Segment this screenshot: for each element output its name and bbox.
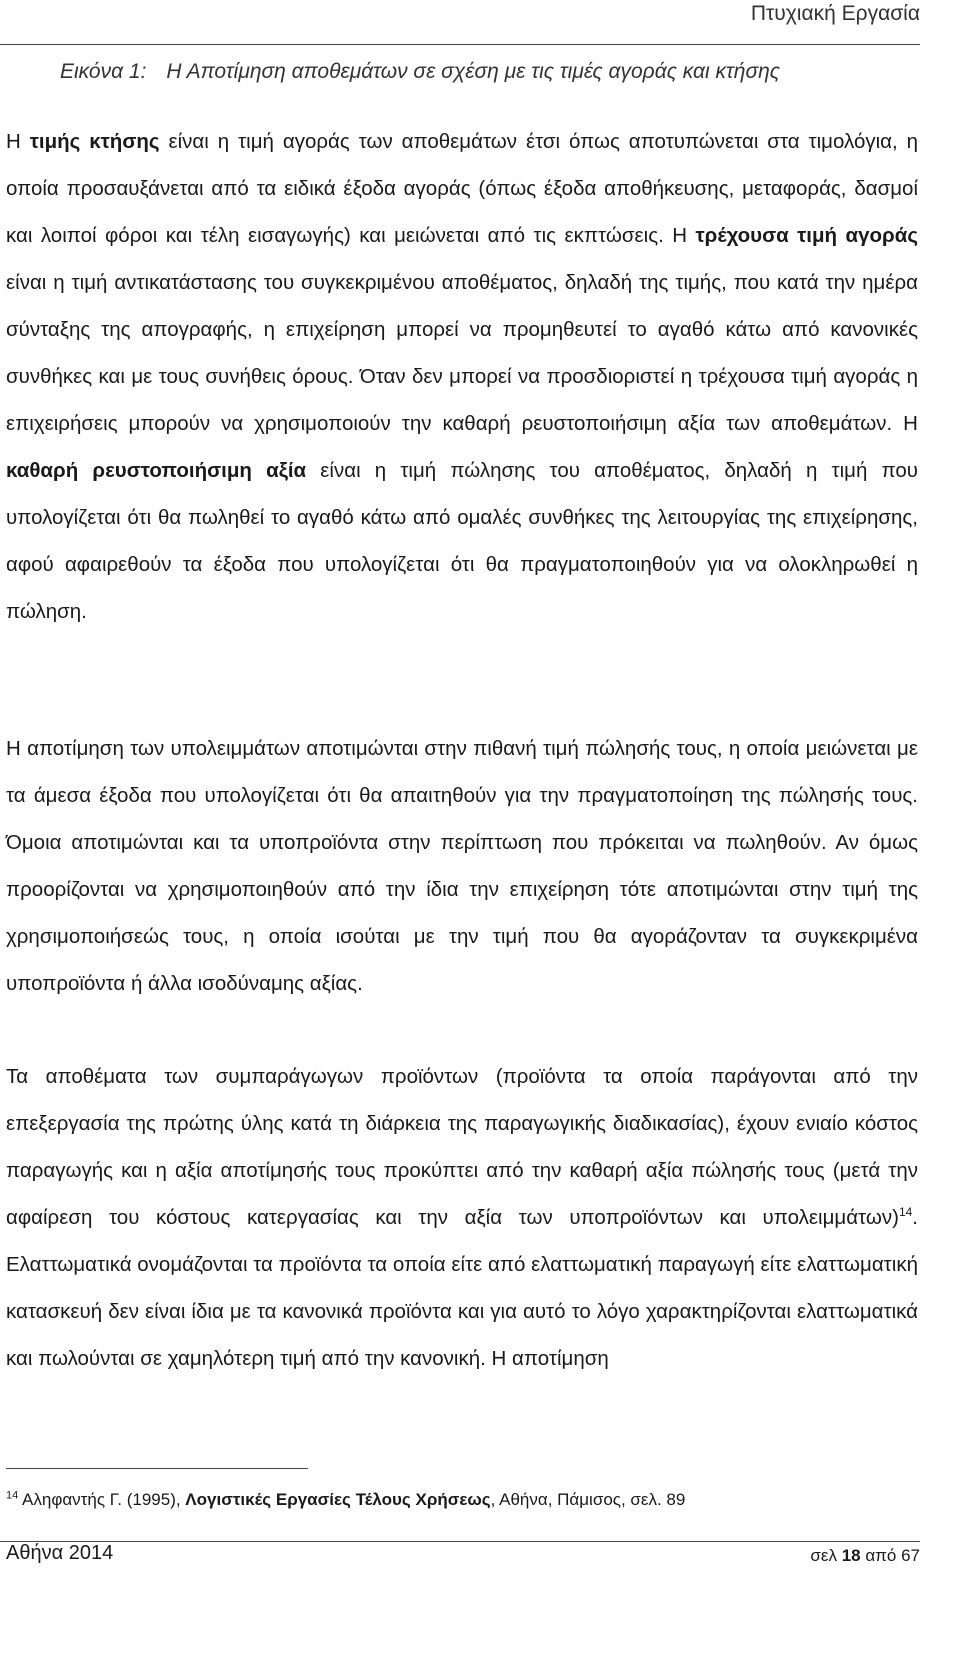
footnote-author: Αληφαντής Γ. (1995), (18, 1490, 186, 1509)
figure-caption (60, 60, 920, 84)
bold-term: καθαρή ρευστοποιήσιμη αξία (6, 459, 307, 482)
paragraph-text: Η αποτίμηση των υπολειμμάτων αποτιμώνται στην πιθανή τιμή πώλησής τους, η οποία μειώνεται με τα άμεσα έξοδα που υπολογίζεται ότι θα απαιτηθούν για την πραγματοποίηση της πώλησής τους. Όμοια αποτιμώνται και τα υποπροϊόντα στην περίπτωση που πρόκειται να πωληθούν. Αν όμως προορίζονται να χρησιμοποιηθούν από την ίδια την επιχείρηση τότε αποτιμώνται στην τιμή της χρησιμοποιήσεώς τους, η οποία ισούται με την τιμή που θα αγοράζονταν τα συγκεκριμένα υποπροϊόντα ή άλλα ισοδύναμης αξίας. (6, 737, 918, 995)
header-divider (0, 44, 920, 45)
footnote-number: 14 (6, 1489, 19, 1502)
page-total: από 67 (860, 1546, 920, 1565)
text-run: είναι η τιμή αντικατάστασης του συγκεκριμένου αποθέματος, δηλαδή της τιμής, που κατά την ημέρα σύνταξης της απογραφής, η επιχείρηση μπορεί να προμηθευτεί το αγαθό κάτω από κανονικές συνθήκες και με τους συνήθεις όρους. Όταν δεν μπορεί να προσδιοριστεί η τρέχουσα τιμή αγοράς η επιχειρήσεις μπορούν να χρησιμοποιούν την καθαρή ρευστοποιήσιμη αξία των αποθεμάτων. Η (6, 271, 918, 435)
caption-label: Εικόνα 1: (60, 60, 147, 83)
bold-term: τιμής κτήσης (29, 130, 160, 153)
caption-text: Η Αποτίμηση αποθεμάτων σε σχέση με τις τιμές αγοράς και κτήσης (166, 60, 781, 83)
footer-location-year: Αθήνα 2014 (6, 1542, 114, 1564)
paragraph-coproducts (6, 1053, 918, 1382)
footer-divider (0, 1541, 920, 1542)
page-prefix: σελ (810, 1546, 842, 1565)
bold-term: τρέχουσα τιμή αγοράς (695, 224, 918, 247)
text-run: . Ελαττωματικά ονομάζονται τα προϊόντα τα οποία είτε από ελαττωματική παραγωγή είτε ελαττωματική κατασκευή δεν είναι ίδια με τα κανονικά προϊόντα και για αυτό το λόγο χαρακτηρίζονται ελαττωματικά και πωλούνται σε χαμηλότερη τιμή από την κανονική. Η αποτίμηση (6, 1206, 918, 1370)
text-run: είναι η τιμή αγοράς των αποθεμάτων έτσι όπως αποτυπώνεται στα τιμολόγια, η οποία προσαυξάνεται από τα ειδικά έξοδα αγοράς (όπως έξοδα αποθήκευσης, μεταφοράς, δασμοί και λοιποί φόροι και τέλη εισαγωγής) και μειώνεται από τις εκπτώσεις. Η (6, 130, 919, 247)
page-current: 18 (841, 1546, 861, 1565)
page-number (810, 1546, 920, 1566)
header-title: Πτυχιακή Εργασία (750, 2, 920, 25)
footnote (6, 1490, 920, 1510)
paragraph-residues (6, 725, 918, 1007)
paragraph-acquisition-price (6, 118, 918, 635)
text-run: είναι η τιμή πώλησης του αποθέματος, δηλαδή η τιμή που υπολογίζεται ότι θα πωληθεί το αγαθό κάτω από ομαλές συνθήκες της λειτουργίας της επιχείρησης, αφού αφαιρεθούν τα έξοδα που υπολογίζεται ότι θα πραγματοποιηθούν για να ολοκληρωθεί η πώληση. (6, 459, 918, 623)
footnote-reference[interactable]: 14 (898, 1205, 913, 1220)
text-run: Τα αποθέματα των συμπαράγωγων προϊόντων (προϊόντα τα οποία παράγονται από την επεξεργασία της πρώτης ύλης κατά τη διάρκεια της παραγωγικής διαδικασίας), έχουν ενιαίο κόστος παραγωγής και η αξία αποτίμησής τους προκύπτει από την καθαρή αξία πώλησής τους (μετά την αφαίρεση του κόστους κατεργασίας και την αξία των υποπροϊόντων και υπολειμμάτων) (6, 1065, 918, 1229)
footnote-details: , Αθήνα, Πάμισος, σελ. 89 (490, 1490, 686, 1509)
footnote-book-title: Λογιστικές Εργασίες Τέλους Χρήσεως (185, 1490, 491, 1509)
text-run: Η (6, 130, 30, 153)
footnote-separator (6, 1468, 308, 1469)
